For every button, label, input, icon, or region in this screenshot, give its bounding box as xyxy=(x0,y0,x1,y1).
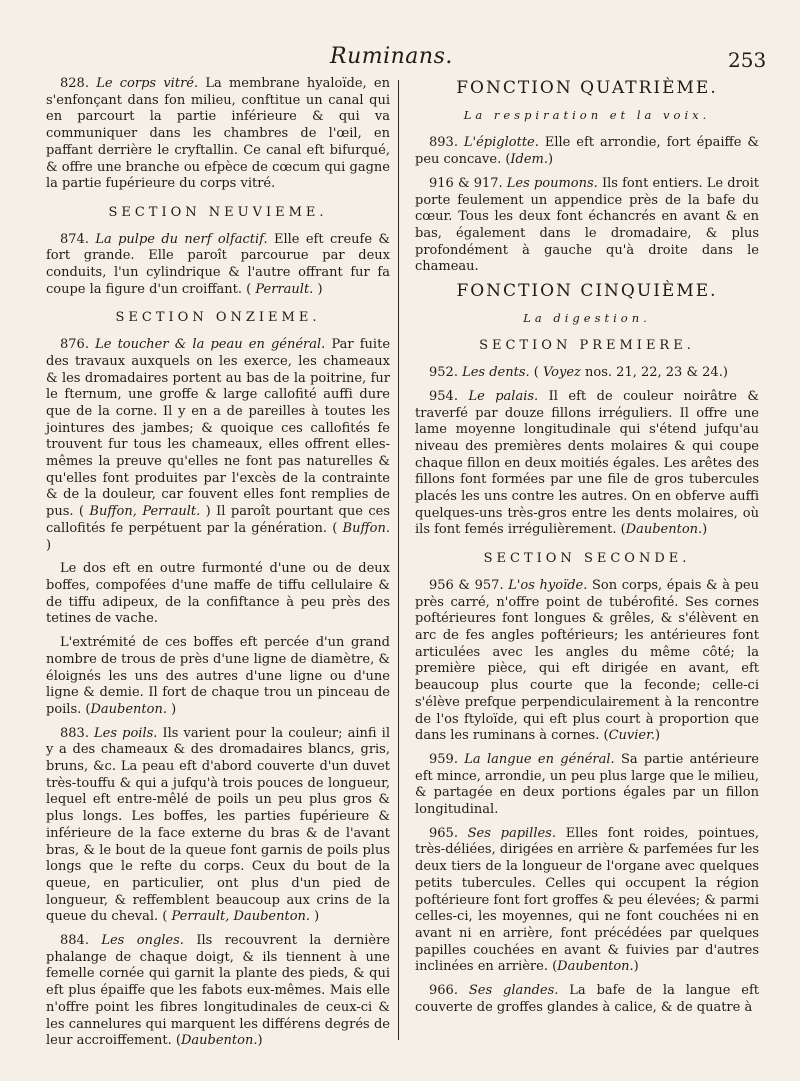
function-heading-quatrieme: FONCTION QUATRIÈME. xyxy=(456,78,718,98)
left-column xyxy=(46,76,390,1057)
paragraph-828: 828. Le corps vitré. La membrane hyaloïde, en s'enfonçant dans fon milieu, conftitue un canal qui en parcourt la partie inférieure & qui va communiquer dans les chambres de l'œil, en paffant derrière le cryftallin. Ce canal eft bifurqué, & offre une branche ou efpèce de cœcum qui gagne la partie fupérieure du corps vitré. xyxy=(46,76,391,192)
section-heading-seconde: SECTION SECONDE. xyxy=(483,551,691,567)
paragraph-966: 966. Ses glandes. La bafe de la langue eft couverte de groffes glandes à calice, & de quatre à xyxy=(415,983,759,1015)
section-heading-neuvieme: SECTION NEUVIEME. xyxy=(108,204,328,220)
paragraph-956: 956 & 957. L'os hyoïde. Son corps, épais & à peu près carré, n'offre point de tubérofité. Ses cornes poftérieures font longues & grêles, & s'élèvent en arc de fes angles poftérieurs; les antérieures font articulées avec les angles du même côté; la première pièce, qui eft dirigée en avant, eft beaucoup plus courte que la feconde; celle-ci s'élève prefque perpendiculairement à la rencontre de l'os ftyloïde, qui eft plus court à proportion que dans les ruminans à cornes. (Cuvier.) xyxy=(415,577,759,744)
paragraph-876: 876. Le toucher & la peau en général. Par fuite des travaux auxquels on les exerce, les chameaux & les dromadaires portent au bas de la poitrine, fur le fternum, une groffe & large callofité auffi dure que de la corne. Il y en a de pareilles à toutes les jointures des jambes; & quoique ces callofités fe trouvent fur tous les chameaux, elles offrent elles-mêmes la preuve qu'elles ne font pas naturelles & qu'elles font produites par l'excès de la contrainte & de la douleur, car fouvent elles font remplies de pus. ( Buffon, Perrault. ) Il paroît pourtant que ces callofités fe perpétuent par la génération. ( Buffon. ) xyxy=(46,337,391,553)
subheading-respiration: La respiration et la voix. xyxy=(463,107,711,122)
paragraph-883: 883. Les poils. Ils varient pour la couleur; ainfi il y a des chameaux & des dromadaires blancs, gris, bruns, &c. La peau eft d'abord couverte d'un duvet très-touffu & qui a jufqu'à trois pouces de longueur, lequel eft entre-mêlé de poils un peu plus gros & plus longs. Les boffes, les parties fupérieure & inférieure de la face externe du bras & de l'avant bras, & le bout de la queue font garnis de poils plus longs que le refte du corps. Ceux du bout de la queue, en particulier, ont plus d'un pied de longueur, & reffemblent beaucoup aux crins de la queue du cheval. ( Perrault, Daubenton. ) xyxy=(46,725,390,925)
function-heading-cinquieme: FONCTION CINQUIÈME. xyxy=(456,281,718,302)
right-column xyxy=(415,76,759,1023)
paragraph-959: 959. La langue en général. Sa partie antérieure eft mince, arrondie, un peu plus large que le milieu, & partagée en deux portions égales par un fillon longitudinal. xyxy=(415,751,759,818)
section-heading-premiere: SECTION PREMIERE. xyxy=(479,338,695,354)
paragraph-965: 965. Ses papilles. Elles font roides, pointues, très-déliées, dirigées en arrière & parfemées fur les deux tiers de la longueur de l'organe avec quelques petits tubercules. Celles qui occupent la région poftérieure font fort groffes & peu élevées; & parmi celles-ci, les moyennes, qui ne font couchées ni en avant ni en arrière, font précédées par quelques papilles couchées en avant & fuivies par d'autres inclinées en arrière. (Daubenton.) xyxy=(415,825,759,975)
section-heading-onzieme: SECTION ONZIEME. xyxy=(115,310,321,326)
running-title: Ruminans. xyxy=(330,44,453,69)
page-number: 253 xyxy=(728,48,767,72)
paragraph-893: 893. L'épiglotte. Elle eft arrondie, fort épaiffe & peu concave. (Idem.) xyxy=(415,135,759,168)
paragraph-876-bosses: Le dos eft en outre furmonté d'une ou de deux boffes, compofées d'une maffe de tiffu cellulaire & de tiffu adipeux, de la confiftance à peu près des tetines de vache. xyxy=(46,561,390,627)
paragraph-916: 916 & 917. Les poumons. Ils font entiers. Le droit porte feulement un appendice près de la bafe du cœur. Tous les deux font échancrés en avant & en bas, également dans le dromadaire, & plus profondément à gauche qu'à droite dans le chameau. xyxy=(415,175,759,275)
paragraph-874: 874. La pulpe du nerf olfactif. Elle eft creufe & fort grande. Elle paroît parcourue par deux conduits, l'un cylindrique & l'autre offrant fur fa coupe la figure d'un croiffant. ( Perrault. ) xyxy=(46,231,390,297)
paragraph-952: 952. Les dents. ( Voyez nos. 21, 22, 23 & 24.) xyxy=(429,365,728,381)
running-head xyxy=(0,44,800,74)
subheading-digestion: La digestion. xyxy=(523,310,651,325)
paragraph-876-extremity: L'extrémité de ces boffes eft percée d'un grand nombre de trous de près d'une ligne de diamètre, & éloignés les uns des autres d'une ligne ou d'une ligne & demie. Il fort de chaque trou un pinceau de poils. (Daubenton. ) xyxy=(46,635,390,717)
paragraph-884: 884. Les ongles. Ils recouvrent la dernière phalange de chaque doigt, & ils tiennent à une femelle cornée qui garnit la plante des pieds, & qui eft plus épaiffe que les fabots eux-mêmes. Mais elle n'offre point les fibres longitudinales de ceux-ci & les cannelures qui marquent les différens degrés de leur accroiffement. (Daubenton.) xyxy=(46,933,390,1049)
column-divider xyxy=(398,80,399,1040)
paragraph-954: 954. Le palais. Il eft de couleur noirâtre & traverfé par douze fillons irréguliers. Il offre une lame moyenne longitudinale qui s'étend jufqu'au niveau des premières dents molaires & qui coupe chaque fillon en deux moitiés égales. Les arêtes des fillons font formées par une file de gros tubercules placés les uns contre les autres. On en obferve auffi quelques-uns très-gros entre les dents molaires, où ils font femés irrégulièrement. (Daubenton.) xyxy=(415,388,760,538)
